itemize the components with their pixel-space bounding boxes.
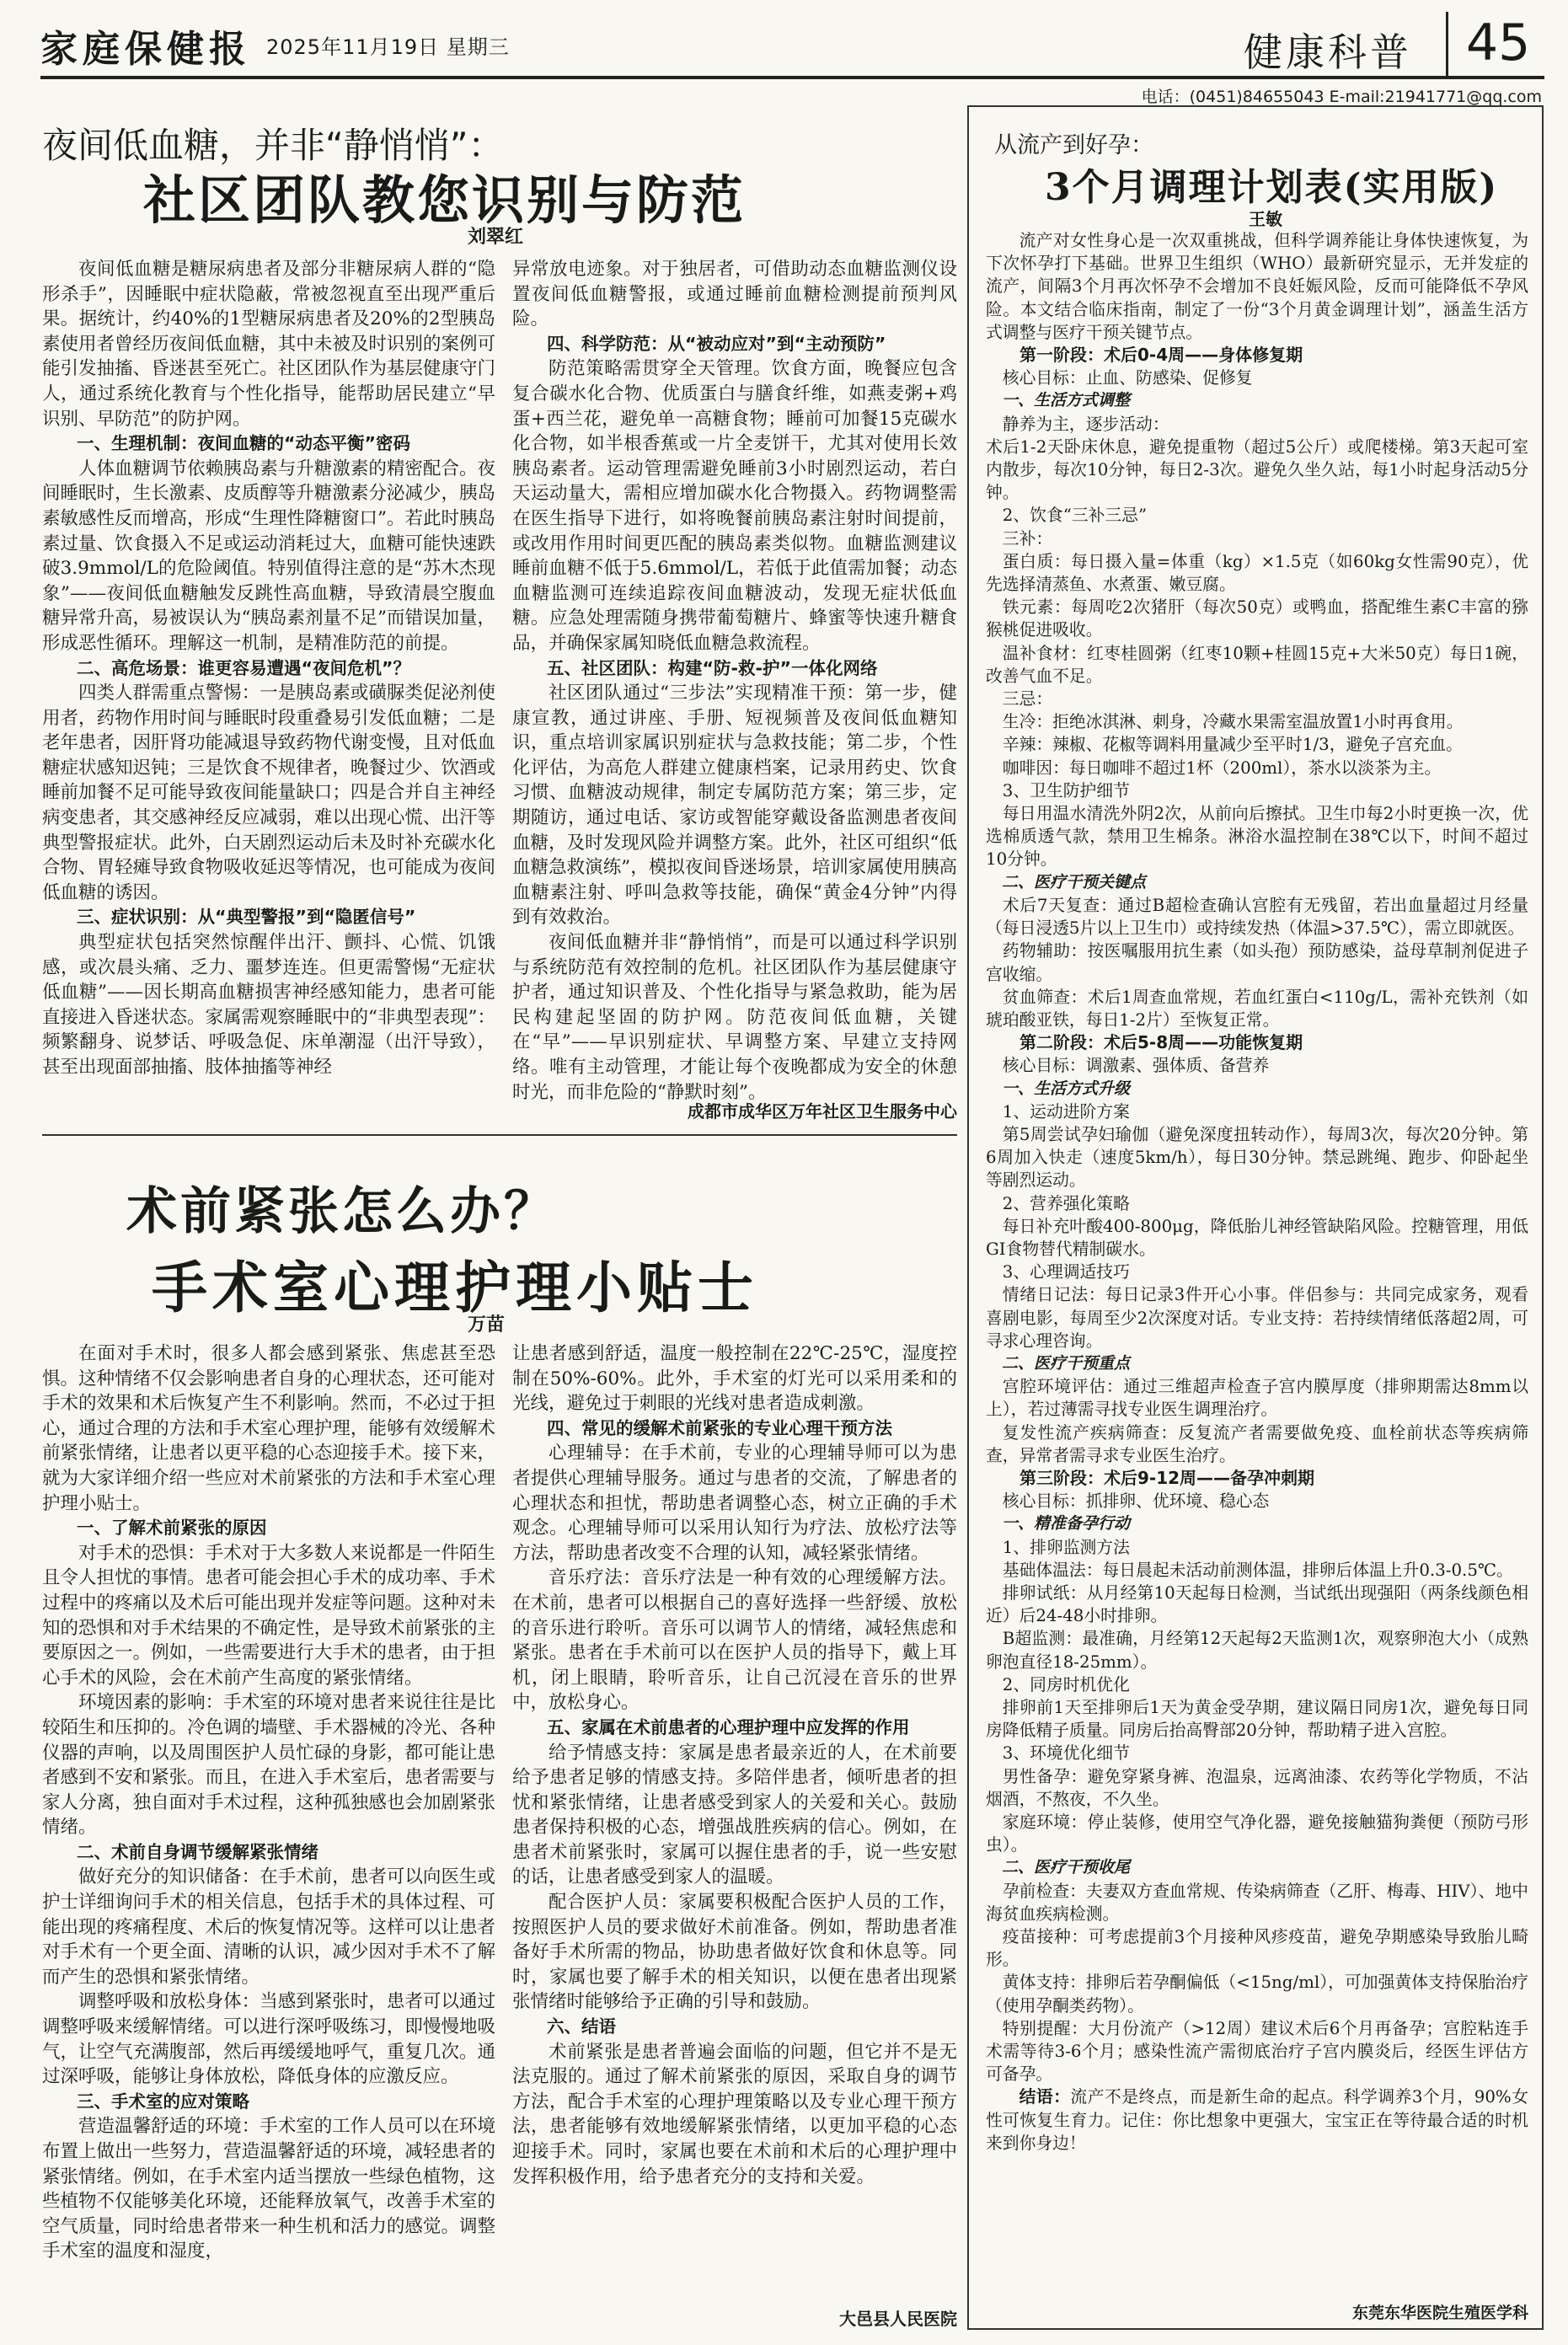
masthead-rule <box>40 76 1544 79</box>
article3-column <box>986 229 1528 2298</box>
paragraph: 基础体温法：每日晨起未活动前测体温，排卵后体温上升0.3-0.5℃。 <box>1002 1560 1513 1580</box>
paragraph: 特别提醒：大月份流产（>12周）建议术后6个月再备孕；宫腔粘连手术需等待3-6个月；感染性流产需彻底治疗子宫内膜炎后，经医生评估方可备孕。 <box>986 2018 1528 2085</box>
paragraph: 异常放电迹象。对于独居者，可借助动态血糖监测仪设置夜间低血糖警报，或通过睡前血糖检测提前预判风险。 <box>512 259 957 330</box>
article2-column-1 <box>42 1341 495 2327</box>
paragraph: 核心目标：调激素、强体质、备营养 <box>1002 1056 1270 1076</box>
paragraph: 咖啡因：每日咖啡不超过1杯（200ml），茶水以淡茶为主。 <box>1002 758 1442 778</box>
paragraph: 宫腔环境评估：通过三维超声检查子宫内膜厚度（排卵期需达8mm以上），若过薄需寻找专业医生调理治疗。 <box>986 1377 1528 1420</box>
paragraph: 3、卫生防护细节 <box>1002 780 1130 800</box>
paragraph: 情绪日记法：每日记录3件开心小事。伴侣参与：共同完成家务，观看喜剧电影，每周至少2次深度对话。专业支持：若持续情绪低落超2周，可寻求心理咨询。 <box>986 1285 1528 1351</box>
paragraph: 2、营养强化策略 <box>1002 1193 1130 1213</box>
paragraph: 夜间低血糖并非“静悄悄”，而是可以通过科学识别与系统防范有效控制的危机。社区团队作为基层健康守护者，通过知识普及、个性化指导与紧急救助，能为居民构建起坚固的防护网。防范夜间低血糖，关键在“早”——早识别症状、早调整方案、早建立支持网络。唯有主动管理，才能让每个夜晚都成为安全的休憩时光，而非危险的“静默时刻”。 <box>512 932 957 1103</box>
section-heading: 一、生活方式调整 <box>1002 391 1131 410</box>
article-separator <box>42 1134 957 1136</box>
paragraph: 核心目标：抓排卵、优环境、稳心态 <box>1002 1491 1270 1512</box>
section-heading: 一、精准备孕行动 <box>1002 1514 1131 1534</box>
paragraph: 三忌： <box>1002 689 1053 709</box>
section-heading: 一、生活方式升级 <box>1002 1079 1131 1098</box>
article3-author: 王敏 <box>1249 209 1282 229</box>
paragraph: 1、运动进阶方案 <box>1002 1101 1130 1122</box>
section-heading: 五、社区团队：构建“防-救-护”一体化网络 <box>547 657 878 678</box>
paragraph: 贫血筛查：术后1周查血常规，若血红蛋白<110g/L，需补充铁剂（如琥珀酸亚铁，每日1-2片）至恢复正常。 <box>986 987 1528 1030</box>
section-heading: 二、医疗干预重点 <box>1002 1353 1131 1373</box>
contact-line <box>1129 84 1542 107</box>
article1-column-2 <box>512 257 957 1108</box>
paragraph: 营造温馨舒适的环境：手术室的工作人员可以在环境布置上做出一些努力，营造温馨舒适的环境，减轻患者的紧张情绪。例如，在手术室内适当摆放一些绿色植物，这些植物不仅能够美化环境，还能释放氧气，改善手术室的空气质量，同时给患者带来一种生机和活力的感觉。调整手术室的温度和湿度， <box>42 2116 495 2262</box>
section-heading: 四、科学防范：从“被动应对”到“主动预防” <box>547 333 886 354</box>
paragraph: 3、环境优化细节 <box>1002 1743 1130 1764</box>
page-number: 45 <box>1466 13 1531 72</box>
paragraph: B超监测：最准确，月经第12天起每2天监测1次，观察卵泡大小（成熟卵泡直径18-25mm）。 <box>986 1629 1528 1672</box>
article1-author: 刘翠红 <box>468 227 524 248</box>
section-heading: 第一阶段：术后0-4周——身体修复期 <box>1019 345 1303 366</box>
section-heading: 四、常见的缓解术前紧张的专业心理干预方法 <box>547 1417 892 1438</box>
paragraph: 社区团队通过“三步法”实现精准干预：第一步，健康宣教，通过讲座、手册、短视频普及夜间低血糖知识，重点培训家属识别症状与急救技能；第二步，个性化评估，为高危人群建立健康档案，记录用药史、饮食习惯、血糖波动规律，制定专属防范方案；第三步，定期随访，通过电话、家访或智能穿戴设备监测患者夜间血糖，及时发现风险并调整方案。此外，社区可组织“低血糖急救演练”，模拟夜间昏迷场景，培训家属使用胰高血糖素注射、呼叫急救等技能，确保“黄金4分钟”内得到有效救治。 <box>512 683 957 929</box>
paragraph: 人体血糖调节依赖胰岛素与升糖激素的精密配合。夜间睡眠时，生长激素、皮质醇等升糖激素分泌减少，胰岛素敏感性反而增高，形成“生理性降糖窗口”。若此时胰岛素过量、饮食摄入不足或运动消耗过大，血糖可能快速跌破3.9mmol/L的危险阈值。特别值得注意的是“苏木杰现象”——夜间低血糖触发反跳性高血糖，导致清晨空腹血糖异常升高，易被误认为“胰岛素剂量不足”而错误加量，形成恶性循环。理解这一机制，是精准防范的前提。 <box>42 458 495 654</box>
section-heading: 一、生理机制：夜间血糖的“动态平衡”密码 <box>77 433 410 454</box>
article1-title: 社区团队教您识别与防范 <box>143 169 747 231</box>
paragraph: 夜间低血糖是糖尿病患者及部分非糖尿病人群的“隐形杀手”，因睡眠中症状隐蔽，常被忽视直至出现严重后果。据统计，约40%的1型糖尿病患者及20%的2型胰岛素使用者曾经历夜间低血糖，其中未被及时识别的案例可能引发抽搐、昏迷甚至死亡。社区团队作为基层健康守门人，通过系统化教育与个性化指导，能帮助居民建立“早识别、早防范”的防护网。 <box>42 259 495 430</box>
contact-email: E-mail:21941771@qq.com <box>1329 88 1542 106</box>
paragraph: 配合医护人员：家属要积极配合医护人员的工作，按照医护人员的要求做好术前准备。例如，帮助患者准备好手术所需的物品，协助患者做好饮食和休息等。同时，家属也要了解手术的相关知识，以便在患者出现紧张情绪时能够给予正确的引导和鼓励。 <box>512 1892 957 2013</box>
paragraph: 排卵试纸：从月经第10天起每日检测，当试纸出现强阳（两条线颜色相近）后24-48小时排卵。 <box>986 1582 1528 1626</box>
paragraph: 术后7天复查：通过B超检查确认宫腔有无残留，若出血量超过月经量（每日浸透5片以上卫生巾）或持续发热（体温>37.5℃），需立即就医。 <box>986 895 1528 939</box>
paragraph: 典型症状包括突然惊醒伴出汗、颤抖、心慌、饥饿感，或次晨头痛、乏力、噩梦连连。但更需警惕“无症状低血糖”——因长期高血糖损害神经感知能力，患者可能直接进入昏迷状态。家属需观察睡眠中的“非典型表现”：频繁翻身、说梦话、呼吸急促、床单潮湿（出汗导致），甚至出现面部抽搐、肢体抽搐等神经 <box>42 932 495 1078</box>
paragraph: 让患者感到舒适，温度一般控制在22℃-25℃，湿度控制在50%-60%。此外，手术室的灯光可以采用柔和的光线，避免过于刺眼的光线对患者造成刺激。 <box>512 1343 957 1415</box>
paragraph: 3、心理调适技巧 <box>1002 1262 1130 1282</box>
paragraph: 黄体支持：排卵后若孕酮偏低（<15ng/ml），可加强黄体支持保胎治疗（使用孕酮类药物）。 <box>986 1973 1528 2016</box>
paragraph: 流产对女性身心是一次双重挑战，但科学调养能让身体快速恢复，为下次怀孕打下基础。世界卫生组织（WHO）最新研究显示，无并发症的流产，间隔3个月再次怀孕不会增加不良妊娠风险，反而可能降低不孕风险。本文结合临床指南，制定了一份“3个月黄金调理计划”，涵盖生活方式调整与医疗干预关键节点。 <box>986 231 1528 342</box>
paragraph: 1、排卵监测方法 <box>1002 1537 1130 1557</box>
section-heading: 三、手术室的应对策略 <box>77 2091 249 2112</box>
paragraph: 2、同房时机优化 <box>1002 1674 1130 1695</box>
paragraph: 孕前检查：夫妻双方查血常规、传染病筛查（乙肝、梅毒、HIV）、地中海贫血疾病检测。 <box>986 1881 1528 1924</box>
article2-source: 大邑县人民医院 <box>839 2309 957 2329</box>
paragraph: 每日用温水清洗外阴2次，从前向后擦拭。卫生巾每2小时更换一次，优选棉质透气款，禁用卫生棉条。淋浴水温控制在38℃以下，时间不超过10分钟。 <box>986 804 1528 870</box>
paragraph: 心理辅导：在手术前，专业的心理辅导师可以为患者提供心理辅导服务。通过与患者的交流，了解患者的心理状态和担忧，帮助患者调整心态，树立正确的手术观念。心理辅导师可以采用认知行为疗法、放松疗法等方法，帮助患者改变不合理的认知，减轻紧张情绪。 <box>512 1443 957 1564</box>
paragraph: 核心目标：止血、防感染、促修复 <box>1002 368 1253 388</box>
section-heading: 二、术前自身调节缓解紧张情绪 <box>77 1841 318 1862</box>
paragraph: 三补： <box>1002 528 1053 549</box>
paragraph: 对手术的恐惧：手术对于大多数人来说都是一件陌生且令人担忧的事情。患者可能会担心手术的成功率、手术过程中的疼痛以及术后可能出现并发症等问题。这种对未知的恐惧和对手术结果的不确定性，是导致术前紧张的主要原因之一。例如，一些需要进行大手术的患者，由于担心手术的风险，会在术前产生高度的紧张情绪。 <box>42 1542 495 1689</box>
article1-source: 成都市成华区万年社区卫生服务中心 <box>688 1101 957 1122</box>
article3-source: 东莞东华医院生殖医学科 <box>1351 2304 1528 2322</box>
section-title: 健康科普 <box>1244 29 1412 75</box>
paragraph: 给予情感支持：家属是患者最亲近的人，在术前要给予患者足够的情感支持。多陪伴患者，倾听患者的担忧和紧张情绪，让患者感受到家人的关爱和关心。鼓励患者保持积极的心态，增强战胜疾病的信心。例如，在患者术前紧张时，家属可以握住患者的手，说一些安慰的话，让患者感受到家人的温暖。 <box>512 1742 957 1888</box>
paragraph: 家庭环境：停止装修，使用空气净化器，避免接触猫狗粪便（预防弓形虫）。 <box>986 1812 1528 1855</box>
paragraph: 术后1-2天卧床休息，避免提重物（超过5公斤）或爬楼梯。第3天起可室内散步，每次10分钟，每日2-3次。避免久坐久站，每1小时起身活动5分钟。 <box>986 436 1528 503</box>
newspaper-name: 家庭保健报 <box>40 28 251 71</box>
paragraph: 在面对手术时，很多人都会感到紧张、焦虑甚至恐惧。这种情绪不仅会影响患者自身的心理状态，还可能对手术的效果和术后恢复产生不利影响。然而，不必过于担心，通过合理的方法和手术室心理护理，能够有效缓解术前紧张情绪，让患者以更平稳的心态迎接手术。接下来，就为大家详细介绍一些应对术前紧张的方法和手术室心理护理小贴士。 <box>42 1343 495 1514</box>
article2-title-line1: 术前紧张怎么办？ <box>126 1182 558 1241</box>
paragraph: 排卵前1天至排卵后1天为黄金受孕期，建议隔日同房1次，避免每日同房降低精子质量。同房后抬高臀部20分钟，帮助精子进入宫腔。 <box>986 1698 1528 1741</box>
paragraph: 2、饮食“三补三忌” <box>1002 506 1148 526</box>
section-heading: 二、高危场景：谁更容易遭遇“夜间危机”？ <box>77 657 410 678</box>
conclusion-label: 结语： <box>1019 2086 1071 2107</box>
paragraph: 每日补充叶酸400-800μg，降低胎儿神经管缺陷风险。控糖管理，用低GI食物替代精制碳水。 <box>986 1216 1528 1259</box>
section-heading: 第二阶段：术后5-8周——功能恢复期 <box>1019 1032 1303 1053</box>
section-heading: 六、结语 <box>547 2016 616 2037</box>
masthead-divider <box>1446 12 1448 76</box>
section-heading: 第三阶段：术后9-12周——备孕冲刺期 <box>1019 1467 1315 1488</box>
contact-phone: 电话：(0451)84655043 <box>1141 88 1325 106</box>
issue-date <box>266 30 510 60</box>
paragraph: 做好充分的知识储备：在手术前，患者可以向医生或护士详细询问手术的相关信息，包括手术的具体过程、可能出现的疼痛程度、术后的恢复情况等。这样可以让患者对手术有一个更全面、清晰的认识，减少因对手术不了解而产生的恐惧和紧张情绪。 <box>42 1866 495 1988</box>
article2-title-line2: 手术室心理护理小贴士 <box>152 1255 758 1320</box>
section-heading: 二、医疗干预收尾 <box>1002 1858 1131 1877</box>
paragraph: 调整呼吸和放松身体：当感到紧张时，患者可以通过调整呼吸来缓解情绪。可以进行深呼吸练习，即慢慢地吸气，让空气充满腹部，然后再缓缓地呼气，重复几次。通过深呼吸，能够让身体放松，降低身体的应激反应。 <box>42 1991 495 2088</box>
article1-kicker: 夜间低血糖，并非“静悄悄”： <box>42 125 504 166</box>
article2-author: 万苗 <box>468 1314 506 1336</box>
paragraph: 温补食材：红枣桂圆粥（红枣10颗+桂圆15克+大米50克）每日1碗，改善气血不足。 <box>986 643 1528 686</box>
paragraph: 蛋白质：每日摄入量=体重（kg）×1.5克（如60kg女性需90克），优先选择清蒸鱼、水煮蛋、嫩豆腐。 <box>986 551 1528 595</box>
paragraph: 复发性流产疾病筛查：反复流产者需要做免疫、血栓前状态等疾病筛查，异常者需寻求专业医生治疗。 <box>986 1422 1528 1465</box>
paragraph: 结语：流产不是终点，而是新生命的起点。科学调养3个月，90%女性可恢复生育力。记住：你比想象中更强大，宝宝正在等待最合适的时机来到你身边！ <box>986 2086 1528 2153</box>
paragraph: 铁元素：每周吃2次猪肝（每次50克）或鸭血，搭配维生素C丰富的猕猴桃促进吸收。 <box>986 597 1528 640</box>
paragraph: 疫苗接种：可考虑提前3个月接种风疹疫苗，避免孕期感染导致胎儿畸形。 <box>986 1927 1528 1970</box>
article2-column-2 <box>512 1341 957 2302</box>
paragraph: 音乐疗法：音乐疗法是一种有效的心理缓解方法。在术前，患者可以根据自己的喜好选择一些舒缓、放松的音乐进行聆听。音乐可以调节人的情绪，减轻焦虑和紧张。患者在手术前可以在医护人员的指导下，戴上耳机，闭上眼睛，聆听音乐，让自己沉浸在音乐的世界中，放松身心。 <box>512 1567 957 1714</box>
paragraph: 静养为主，逐步活动： <box>1002 414 1169 434</box>
paragraph: 防范策略需贯穿全天管理。饮食方面，晚餐应包含复合碳水化合物、优质蛋白与膳食纤维，如燕麦粥+鸡蛋+西兰花，避免单一高糖食物；睡前可加餐15克碳水化合物，如半根香蕉或一片全麦饼干，尤其对使用长效胰岛素者。运动管理需避免睡前3小时剧烈运动，若白天运动量大，需相应增加碳水化合物摄入。药物调整需在医生指导下进行，如将晚餐前胰岛素注射时间提前，或改用作用时间更匹配的胰岛素类似物。血糖监测建议睡前血糖不低于5.6mmol/L，若低于此值需加餐；动态血糖监测可连续追踪夜间血糖波动，发现无症状低血糖。应急处理需随身携带葡萄糖片、蜂蜜等快速升糖食品，并确保家属知晓低血糖急救流程。 <box>512 358 957 654</box>
section-heading: 五、家属在术前患者的心理护理中应发挥的作用 <box>547 1716 910 1737</box>
article1-column-1 <box>42 257 495 1108</box>
weekday-text: 星期三 <box>446 35 510 59</box>
paragraph: 术前紧张是患者普遍会面临的问题，但它并不是无法克服的。通过了解术前紧张的原因，采取自身的调节方法，配合手术室的心理护理策略以及专业心理干预方法，患者能够有效地缓解紧张情绪，以更加平稳的心态迎接手术。同时，家属也要在术前和术后的心理护理中发挥积极作用，给予患者充分的支持和关爱。 <box>512 2041 957 2187</box>
paragraph: 四类人群需重点警惕：一是胰岛素或磺脲类促泌剂使用者，药物作用时间与睡眠时段重叠易引发低血糖；二是老年患者，因肝肾功能减退导致药物代谢变慢，且对低血糖症状感知迟钝；三是饮食不规律者，晚餐过少、饮酒或睡前加餐不足可能导致夜间能量缺口；四是合并自主神经病变患者，其交感神经反应减弱，难以出现心慌、出汗等典型警报症状。此外，白天剧烈运动后未及时补充碳水化合物、胃轻瘫导致食物吸收延迟等情况，也可能成为夜间低血糖的诱因。 <box>42 683 495 903</box>
section-heading: 二、医疗干预关键点 <box>1002 872 1147 891</box>
article3-kicker: 从流产到好孕： <box>994 132 1153 158</box>
paragraph: 药物辅助：按医嘱服用抗生素（如头孢）预防感染，益母草制剂促进子宫收缩。 <box>986 941 1528 984</box>
article3-title: 3个月调理计划表(实用版) <box>1045 166 1499 209</box>
paragraph: 环境因素的影响：手术室的环境对患者来说往往是比较陌生和压抑的。冷色调的墙壁、手术器械的冷光、各种仪器的声响，以及周围医护人员忙碌的身影，都可能让患者感到不安和紧张。而且，在进入手术室后，患者需要与家人分离，独自面对手术过程，这种孤独感也会加剧紧张情绪。 <box>42 1692 495 1839</box>
date-text: 2025年11月19日 <box>266 35 440 59</box>
masthead <box>40 12 1540 76</box>
section-heading: 三、症状识别：从“典型警报”到“隐匿信号” <box>77 907 416 928</box>
section-heading: 一、了解术前紧张的原因 <box>77 1518 267 1539</box>
paragraph: 第5周尝试孕妇瑜伽（避免深度扭转动作），每周3次，每次20分钟。第6周加入快走（速度5km/h），每日30分钟。禁忌跳绳、跑步、仰卧起坐等剧烈运动。 <box>986 1124 1528 1191</box>
paragraph: 生冷：拒绝冰淇淋、刺身，冷藏水果需室温放置1小时再食用。 <box>1002 712 1464 732</box>
paragraph: 男性备孕：避免穿紧身裤、泡温泉，远离油漆、农药等化学物质，不沾烟酒，不熬夜，不久坐。 <box>986 1766 1528 1809</box>
paragraph: 辛辣：辣椒、花椒等调料用量减少至平时1/3，避免子宫充血。 <box>1002 735 1463 755</box>
